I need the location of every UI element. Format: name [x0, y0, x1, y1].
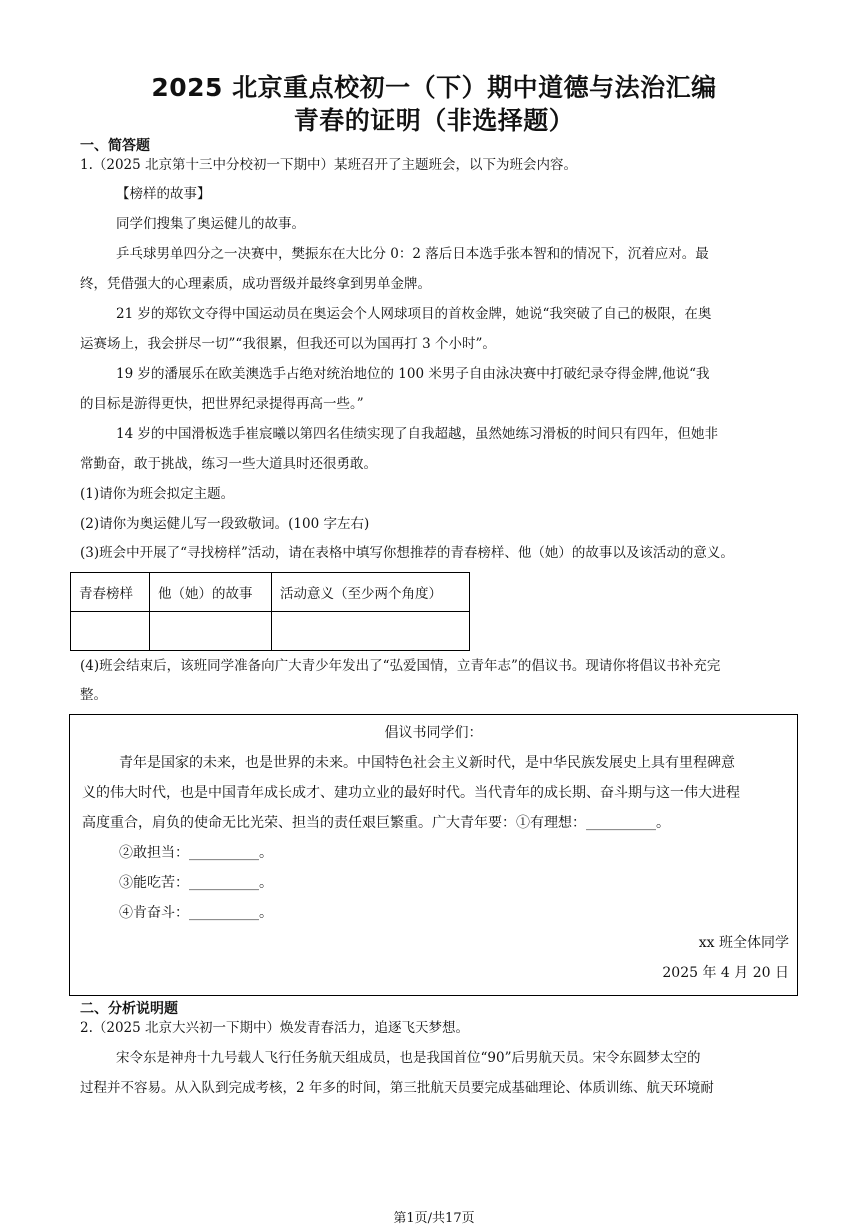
table-header-cell: 他（她）的故事: [150, 573, 272, 612]
table-header-cell: 活动意义（至少两个角度）: [272, 573, 470, 612]
proposal-blank-3: ③能吃苦：__________。: [119, 875, 273, 891]
proposal-line: 义的伟大时代，也是中国青年成长成才、建功立业的最好时代。当代青年的成长期、奋斗期与这一伟大进程: [82, 785, 740, 801]
proposal-blank-4: ④肯奋斗：__________。: [119, 905, 273, 921]
sub-question-1: (1)请你为班会拟定主题。: [80, 486, 235, 502]
paragraph: 终，凭借强大的心理素质，成功晋级并最终拿到男单金牌。: [80, 276, 431, 292]
proposal-date: 2025 年 4 月 20 日: [662, 965, 789, 981]
paragraph: 乒乓球男单四分之一决赛中，樊振东在大比分 0：2 落后日本选手张本智和的情况下，沉着应对。最: [116, 246, 709, 262]
page-footer: 第1页/共17页: [393, 1211, 475, 1226]
paragraph: 过程并不容易。从入队到完成考核，2 年多的时间，第三批航天员要完成基础理论、体质训练、航天环境耐: [80, 1080, 714, 1096]
proposal-blank-2: ②敢担当：__________。: [119, 845, 273, 861]
section-heading-1: 一、简答题: [80, 138, 150, 154]
sub-question-4-cont: 整。: [80, 687, 107, 703]
page-title: 2025 北京重点校初一（下）期中道德与法治汇编: [151, 73, 717, 102]
proposal-line: 高度重合，肩负的使命无比光荣、担当的责任艰巨繁重。广大青年要：①有理想：__________。: [82, 815, 670, 831]
paragraph: 19 岁的潘展乐在欧美澳选手占绝对统治地位的 100 米男子自由泳决赛中打破纪录夺得金牌,他说“我: [116, 366, 710, 382]
table-cell[interactable]: [272, 612, 470, 651]
paragraph: 14 岁的中国滑板选手崔宸曦以第四名佳绩实现了自我超越，虽然她练习滑板的时间只有四年，但她非: [116, 426, 718, 442]
table-header-row: [71, 573, 470, 612]
subheading-role-model: 【榜样的故事】: [116, 186, 211, 202]
paragraph: 的目标是游得更快，把世界纪录提得再高一些。”: [80, 396, 364, 412]
question-2-intro: 2.（2025 北京大兴初一下期中）焕发青春活力，追逐飞天梦想。: [80, 1020, 470, 1036]
table-cell[interactable]: [150, 612, 272, 651]
section-heading-2: 二、分析说明题: [80, 1001, 178, 1017]
paragraph: 同学们搜集了奥运健儿的故事。: [116, 216, 305, 232]
proposal-box: [69, 714, 798, 996]
paragraph: 运赛场上，我会拼尽一切”“我很累，但我还可以为国再打 3 个小时”。: [80, 336, 496, 352]
paragraph: 21 岁的郑钦文夺得中国运动员在奥运会个人网球项目的首枚金牌，她说“我突破了自己的极限，在奥: [116, 306, 712, 322]
sub-question-2: (2)请你为奥运健儿写一段致敬词。(100 字左右): [80, 516, 370, 532]
answer-table: [70, 572, 470, 651]
table-cell[interactable]: [71, 612, 150, 651]
proposal-signer: xx 班全体同学: [698, 935, 789, 951]
proposal-line: 青年是国家的未来，也是世界的未来。中国特色社会主义新时代，是中华民族发展史上具有里程碑意: [119, 755, 735, 771]
sub-question-3: (3)班会中开展了“寻找榜样”活动，请在表格中填写你想推荐的青春榜样、他（她）的故事以及该活动的意义。: [80, 545, 734, 561]
table-header-cell: 青春榜样: [71, 573, 150, 612]
paragraph: 常勤奋，敢于挑战，练习一些大道具时还很勇敢。: [80, 456, 377, 472]
proposal-heading: 倡议书同学们：: [384, 725, 483, 741]
question-1-intro: 1.（2025 北京第十三中分校初一下期中）某班召开了主题班会，以下为班会内容。: [80, 157, 578, 173]
page-subtitle: 青春的证明（非选择题）: [293, 106, 575, 135]
table-row: [71, 612, 470, 651]
paragraph: 宋令东是神舟十九号载人飞行任务航天组成员，也是我国首位“90”后男航天员。宋令东圆梦太空的: [116, 1050, 701, 1066]
sub-question-4: (4)班会结束后，该班同学准备向广大青少年发出了“弘爱国情，立青年志”的倡议书。现请你将倡议书补充完: [80, 658, 721, 674]
